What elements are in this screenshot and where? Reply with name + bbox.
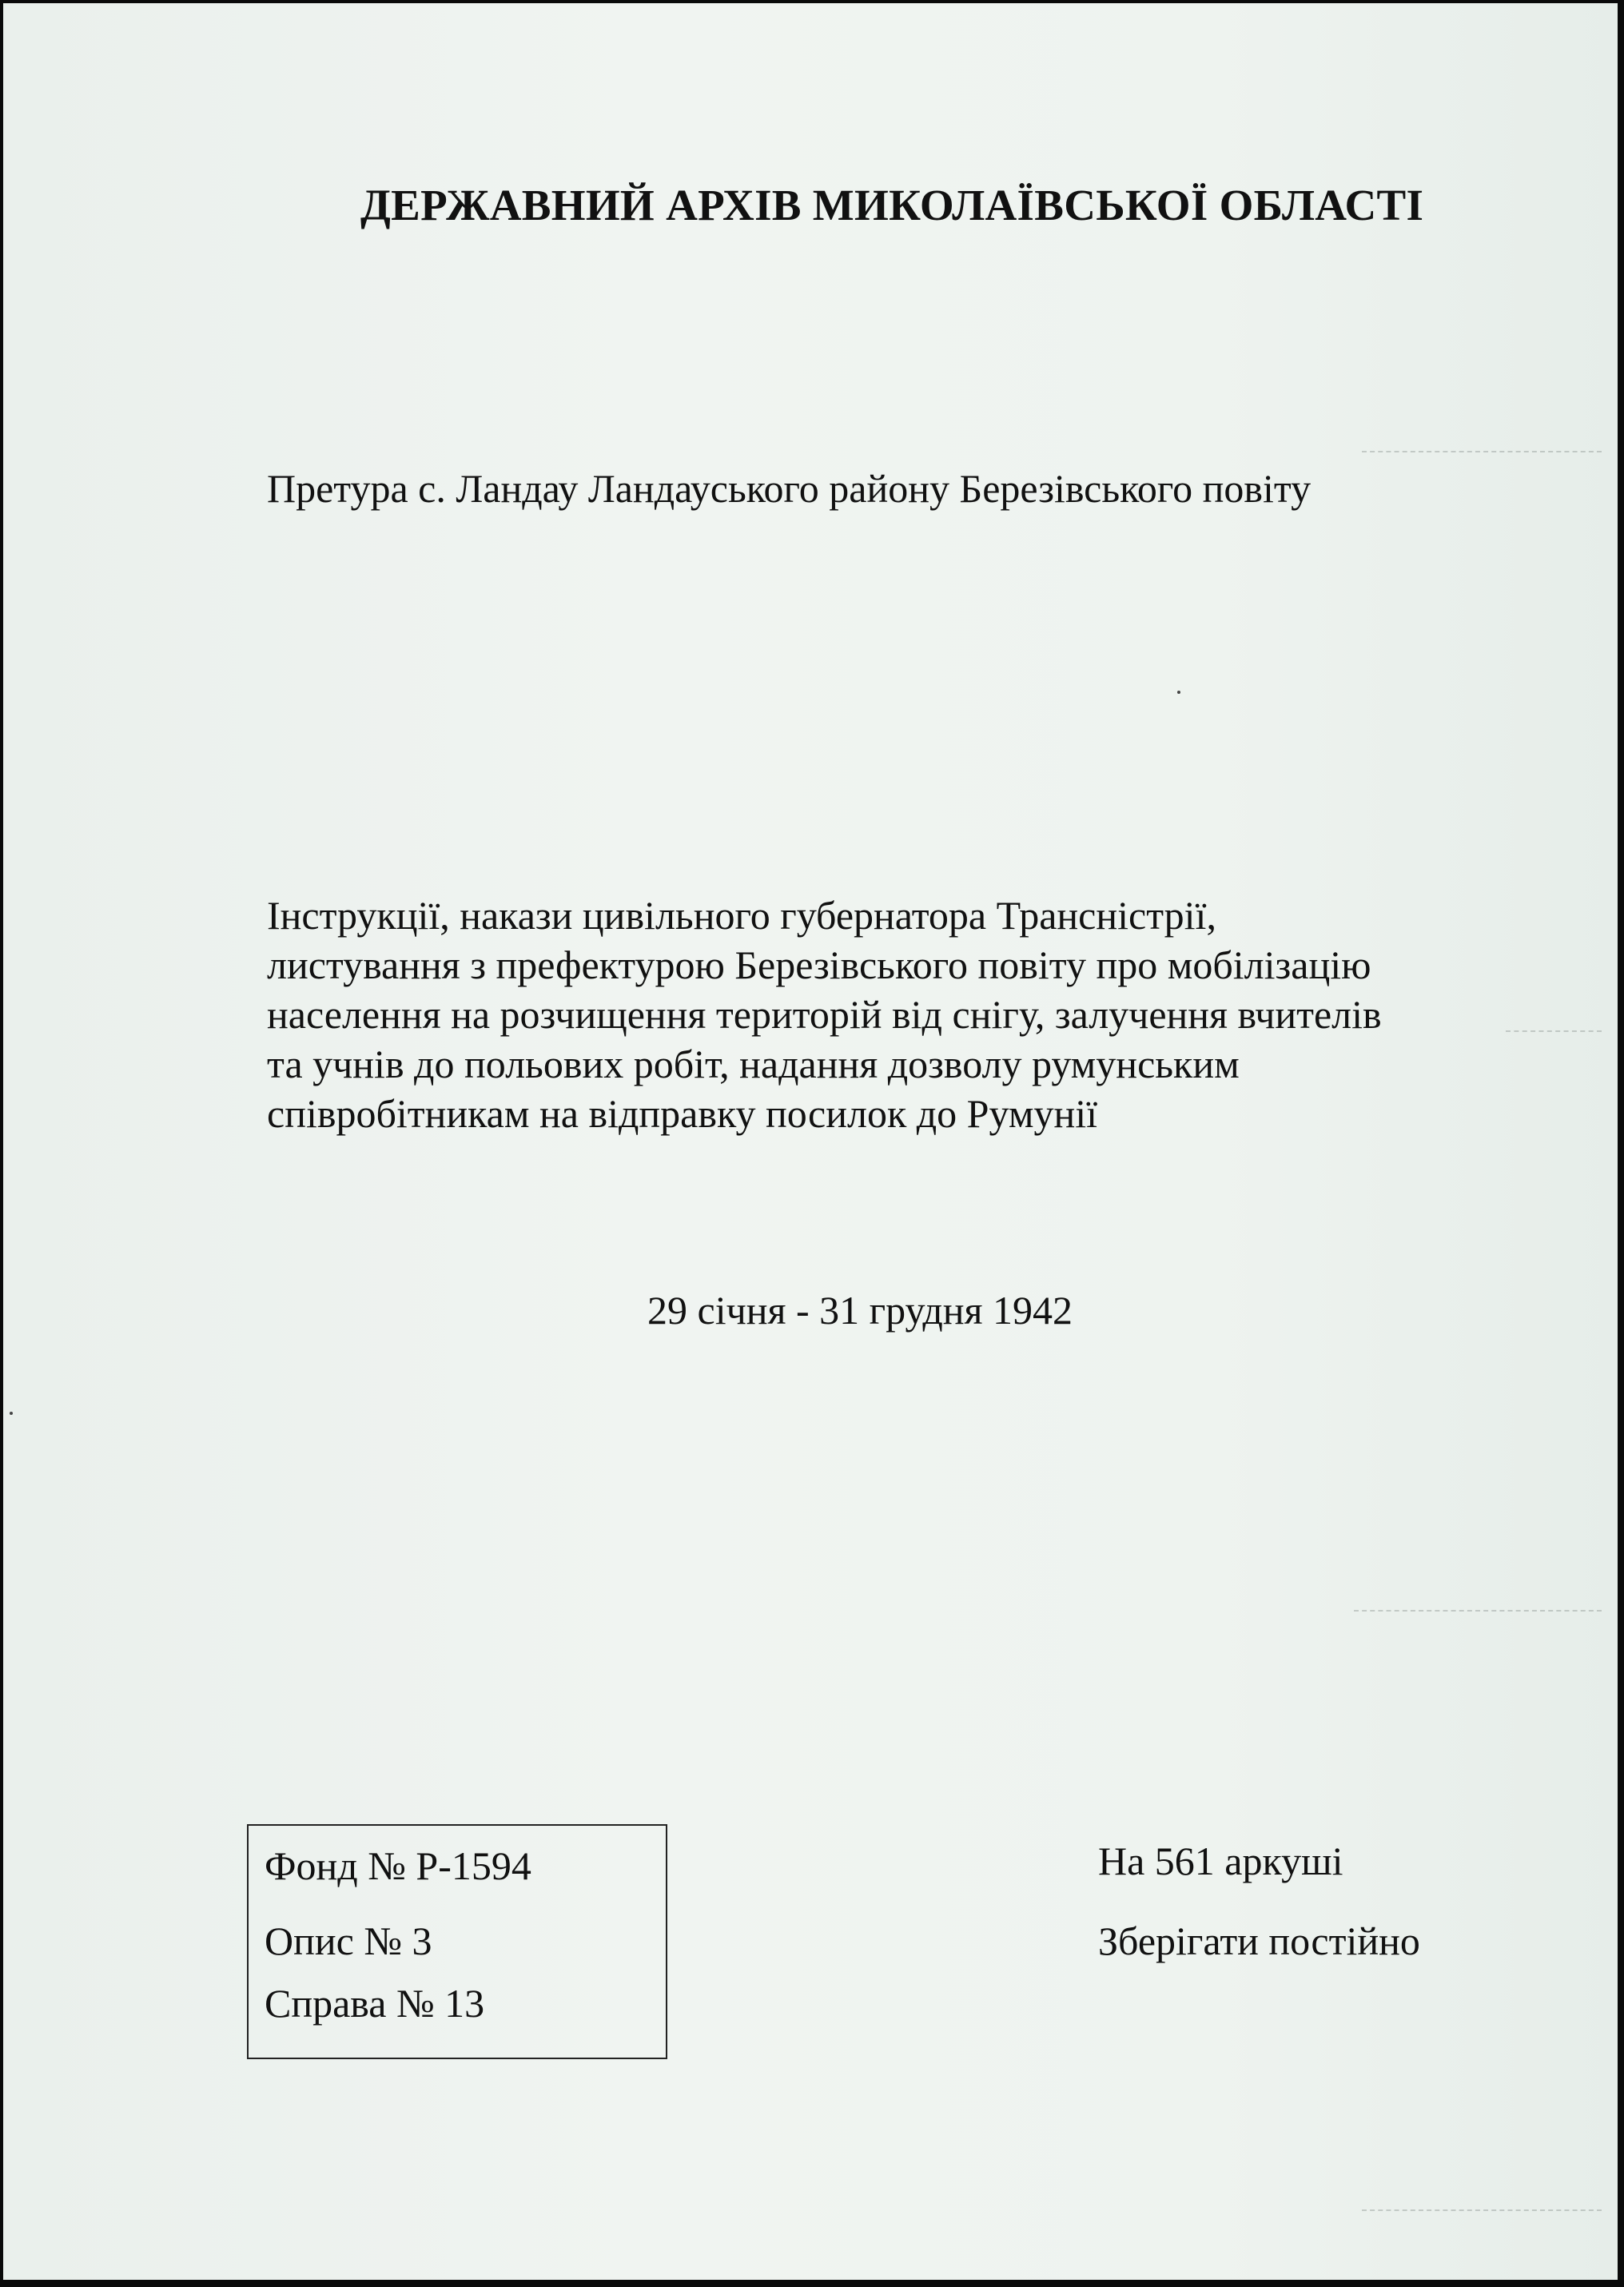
dust-speck [10,1412,13,1415]
paper-fold-mark [1362,451,1602,452]
paper-fold-mark [1362,2209,1602,2211]
opys-number: Опис № 3 [265,1918,432,1963]
paper-fold-mark [1506,1030,1602,1032]
fond-number: Фонд № Р-1594 [265,1843,531,1888]
case-title-line-1: Інструкції, накази цивільного губернатора Трансністрії, [267,893,1216,938]
sheets-count: На 561 аркуші [1098,1839,1343,1883]
case-title-line-4: та учнів до польових робіт, надання дозволу румунським [267,1042,1240,1086]
date-range: 29 січня - 31 грудня 1942 [647,1288,1073,1333]
paper-fold-mark [1354,1610,1602,1612]
dust-speck [1177,691,1180,694]
archive-reference-box [247,1824,667,2059]
institution-name: Претура с. Ландау Ландауського району Березівського повіту [267,466,1312,511]
sprava-number: Справа № 13 [265,1981,485,2026]
case-title [267,890,1562,1138]
case-title-line-3: населення на розчищення територій від снігу, залучення вчителів [267,992,1382,1037]
document-sheet [3,3,1618,2280]
case-title-line-2: листування з префектурою Березівського повіту про мобілізацію [267,942,1371,987]
archive-title: ДЕРЖАВНИЙ АРХІВ МИКОЛАЇВСЬКОЇ ОБЛАСТІ [360,181,1424,229]
case-title-line-5: співробітникам на відправку посилок до Румунії [267,1091,1098,1136]
storage-term: Зберігати постійно [1098,1918,1420,1963]
